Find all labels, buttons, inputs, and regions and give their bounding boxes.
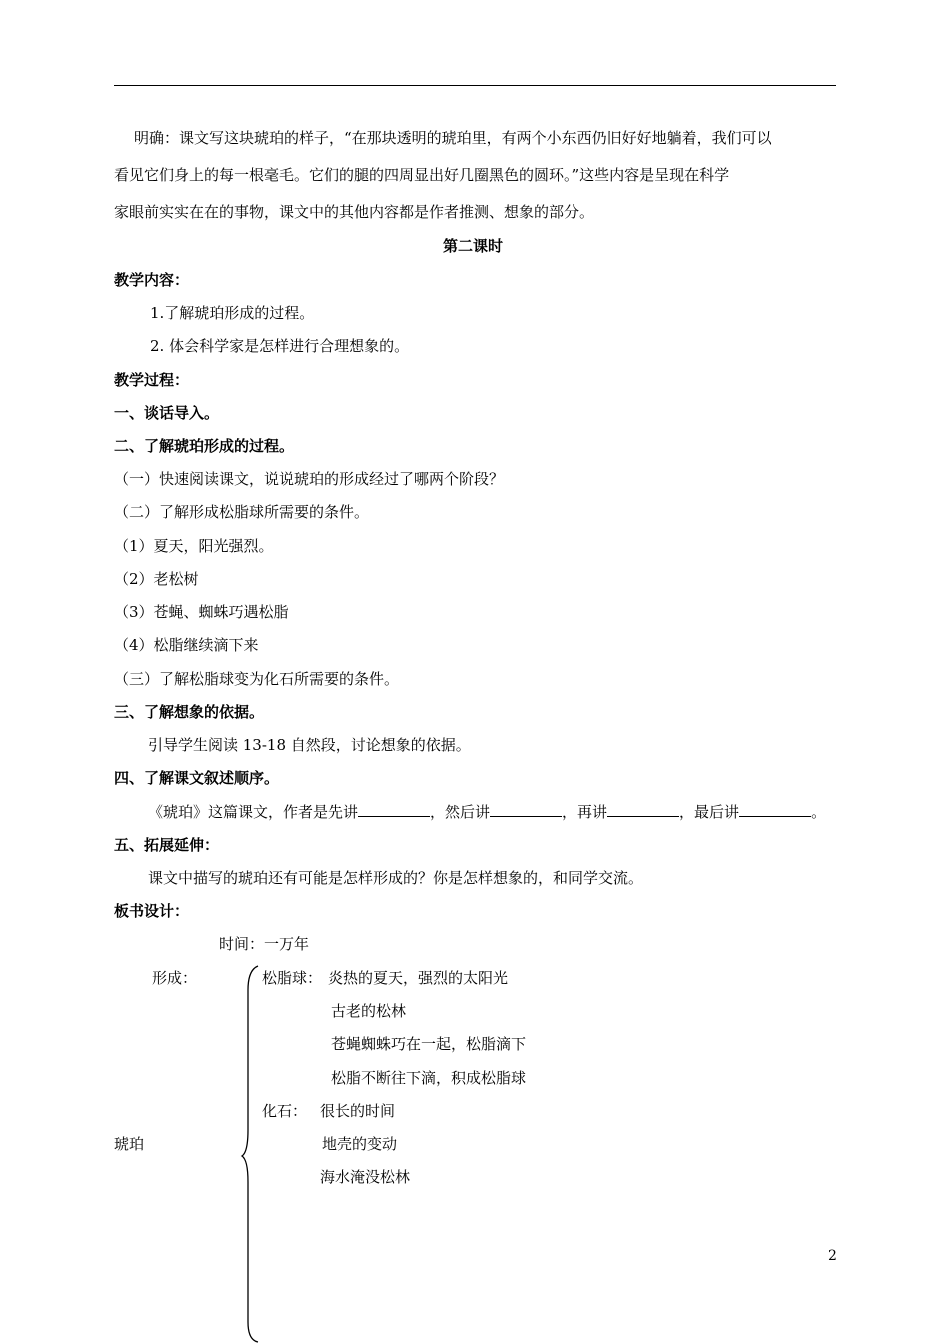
fossil-item-1: 很长的时间 (320, 1102, 396, 1120)
step-4-part-3: ，再讲 (562, 803, 608, 821)
step-4-part-2: ，然后讲 (430, 803, 491, 821)
step-4-part-4: ，最后讲 (679, 803, 740, 821)
board-heading: 板书设计： (114, 902, 190, 920)
step-1-heading: 一、谈话导入。 (114, 404, 220, 422)
board-root-label: 琥珀 (114, 1135, 145, 1153)
resin-item-4: 松脂不断往下滴，积成松脂球 (331, 1069, 527, 1087)
fossil-item-2: 地壳的变动 (322, 1135, 398, 1153)
step-4-part-5: 。 (811, 803, 827, 821)
resin-item-1: 炎热的夏天，强烈的太阳光 (328, 969, 509, 987)
sub-step-3: （三）了解松脂球变为化石所需要的条件。 (114, 670, 400, 688)
step-3-heading: 三、了解想象的依据。 (114, 703, 265, 721)
resin-item-2: 古老的松林 (331, 1002, 407, 1020)
answer-blank-3[interactable] (607, 802, 679, 817)
step-3-text: 引导学生阅读 13-18 自然段，讨论想象的依据。 (148, 736, 471, 754)
teaching-content-heading: 教学内容： (114, 271, 190, 289)
intro-line-1: 明确：课文写这块琥珀的样子，“在那块透明的琥珀里，有两个小东西仍旧好好地躺着，我们可以 (134, 129, 772, 147)
step-4-fill-in (148, 802, 826, 822)
content-item-2: 2. 体会科学家是怎样进行合理想象的。 (150, 337, 410, 355)
answer-blank-1[interactable] (358, 802, 430, 817)
answer-blank-2[interactable] (490, 802, 562, 817)
step-5-text: 课文中描写的琥珀还有可能是怎样形成的？你是怎样想象的，和同学交流。 (148, 869, 644, 887)
lesson-title: 第二课时 (443, 237, 504, 255)
answer-blank-4[interactable] (739, 802, 811, 817)
step-4-heading: 四、了解课文叙述顺序。 (114, 769, 280, 787)
board-brace (234, 962, 264, 1344)
step-2-heading: 二、了解琥珀形成的过程。 (114, 437, 295, 455)
sub-step-2: （二）了解形成松脂球所需要的条件。 (114, 503, 370, 521)
step-5-heading: 五、拓展延伸： (114, 836, 220, 854)
content-item-1: 1.了解琥珀形成的过程。 (150, 304, 315, 322)
page-number: 2 (828, 1248, 837, 1264)
condition-1: （1）夏天，阳光强烈。 (114, 537, 274, 555)
condition-3: （3）苍蝇、蜘蛛巧遇松脂 (114, 603, 289, 621)
intro-line-3: 家眼前实实在在的事物，课文中的其他内容都是作者推测、想象的部分。 (114, 203, 595, 221)
board-time: 时间：一万年 (219, 935, 310, 953)
resin-item-3: 苍蝇蜘蛛巧在一起，松脂滴下 (331, 1035, 527, 1053)
intro-line-2: 看见它们身上的每一根毫毛。它们的腿的四周显出好几圈黑色的圆环。”这些内容是呈现在科学 (114, 166, 730, 184)
fossil-item-3: 海水淹没松林 (320, 1168, 411, 1186)
header-rule (114, 85, 836, 86)
teaching-process-heading: 教学过程： (114, 371, 190, 389)
step-4-part-1: 《琥珀》这篇课文，作者是先讲 (148, 803, 359, 821)
condition-2: （2）老松树 (114, 570, 199, 588)
fossil-label: 化石： (262, 1102, 308, 1120)
sub-step-1: （一）快速阅读课文，说说琥珀的形成经过了哪两个阶段？ (114, 470, 505, 488)
board-formation-label: 形成： (152, 969, 198, 987)
condition-4: （4）松脂继续滴下来 (114, 636, 259, 654)
resin-label: 松脂球： (262, 969, 323, 987)
